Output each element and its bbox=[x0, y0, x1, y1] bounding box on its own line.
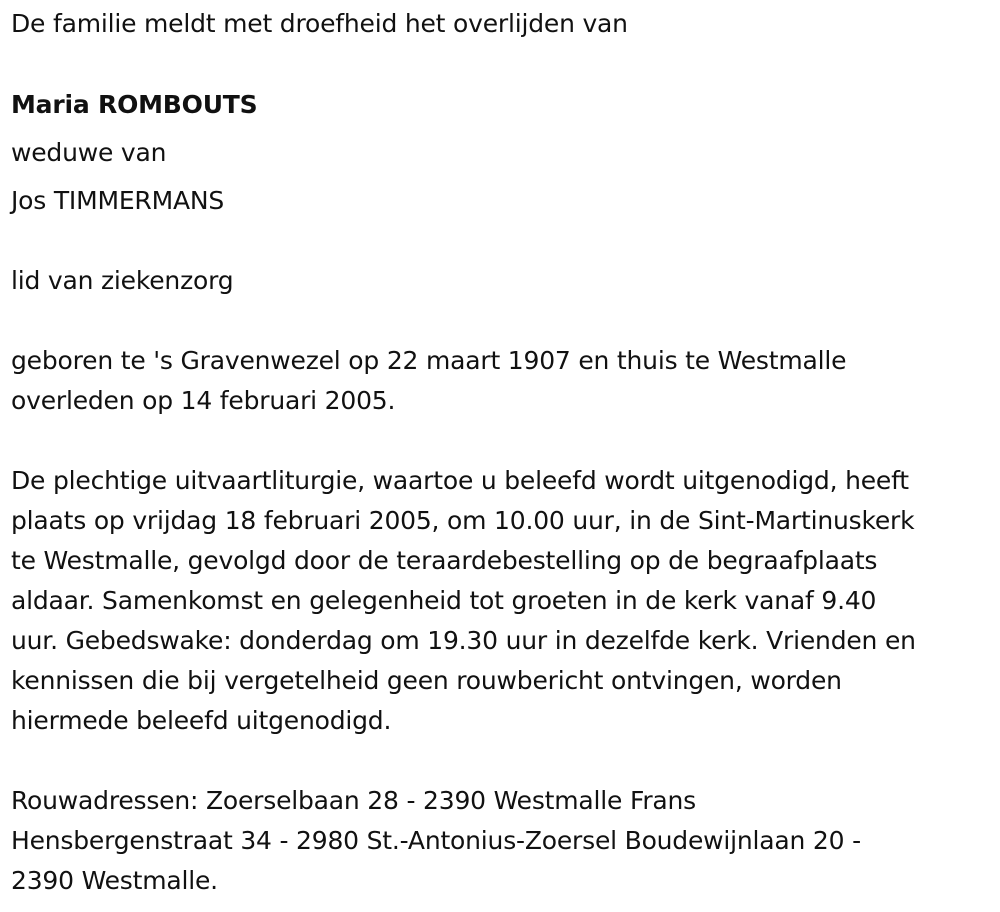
intro-text: De familie meldt met droefheid het overlijden van bbox=[11, 9, 628, 38]
birth-line: geboren te 's Gravenwezel op 22 maart 1907 en thuis te Westmalle bbox=[11, 346, 847, 375]
address-line: Rouwadressen: Zoerselbaan 28 - 2390 Westmalle Frans bbox=[11, 786, 696, 815]
funeral-line: aldaar. Samenkomst en gelegenheid tot groeten in de kerk vanaf 9.40 bbox=[11, 586, 877, 615]
funeral-line: uur. Gebedswake: donderdag om 19.30 uur in dezelfde kerk. Vrienden en bbox=[11, 626, 916, 655]
deceased-name: Maria ROMBOUTS bbox=[11, 90, 258, 119]
spouse-name: Jos TIMMERMANS bbox=[11, 186, 225, 215]
funeral-line: De plechtige uitvaartliturgie, waartoe u beleefd wordt uitgenodigd, heeft bbox=[11, 466, 909, 495]
address-line: 2390 Westmalle. bbox=[11, 866, 218, 895]
relation-text: weduwe van bbox=[11, 138, 167, 167]
funeral-line: te Westmalle, gevolgd door de teraardebestelling op de begraafplaats bbox=[11, 546, 878, 575]
address-line: Hensbergenstraat 34 - 2980 St.-Antonius-Zoersel Boudewijnlaan 20 - bbox=[11, 826, 861, 855]
death-line: overleden op 14 februari 2005. bbox=[11, 386, 396, 415]
membership-text: lid van ziekenzorg bbox=[11, 266, 234, 295]
funeral-line: hiermede beleefd uitgenodigd. bbox=[11, 706, 392, 735]
funeral-line: kennissen die bij vergetelheid geen rouwbericht ontvingen, worden bbox=[11, 666, 842, 695]
funeral-line: plaats op vrijdag 18 februari 2005, om 10.00 uur, in de Sint-Martinuskerk bbox=[11, 506, 915, 535]
